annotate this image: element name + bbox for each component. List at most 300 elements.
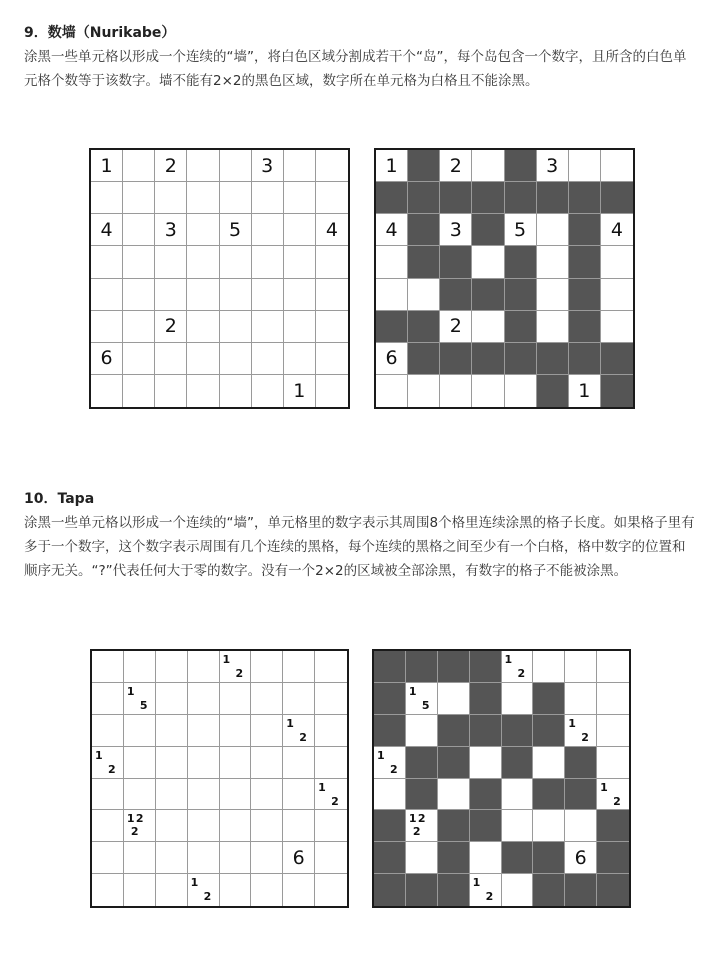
white-cell <box>502 779 534 811</box>
white-cell <box>220 311 252 343</box>
white-cell <box>406 715 438 747</box>
white-cell <box>92 810 124 842</box>
white-cell <box>316 214 348 246</box>
white-cell <box>406 683 438 715</box>
white-cell <box>537 214 569 246</box>
tapa-puzzle-grid <box>90 649 349 908</box>
white-cell <box>91 375 123 407</box>
white-cell <box>155 150 187 182</box>
white-cell <box>155 375 187 407</box>
white-cell <box>597 651 629 683</box>
white-cell <box>502 683 534 715</box>
black-cell <box>472 343 504 375</box>
black-cell <box>505 150 537 182</box>
white-cell <box>252 375 284 407</box>
white-cell <box>188 651 220 683</box>
white-cell <box>316 279 348 311</box>
white-cell <box>187 311 219 343</box>
white-cell <box>155 182 187 214</box>
black-cell <box>472 279 504 311</box>
white-cell <box>252 246 284 278</box>
clue-number: 6 <box>385 347 398 370</box>
black-cell <box>537 375 569 407</box>
black-cell <box>376 182 408 214</box>
white-cell <box>470 842 502 874</box>
white-cell <box>316 246 348 278</box>
black-cell <box>502 842 534 874</box>
clue-number: 2 <box>485 890 494 904</box>
white-cell <box>569 150 601 182</box>
white-cell <box>376 279 408 311</box>
white-cell <box>537 150 569 182</box>
clue-number: 3 <box>546 154 559 177</box>
white-cell <box>283 715 315 747</box>
white-cell <box>220 214 252 246</box>
clue-number: 1 <box>385 154 398 177</box>
white-cell <box>91 150 123 182</box>
white-cell <box>315 842 347 874</box>
white-cell <box>187 375 219 407</box>
black-cell <box>537 182 569 214</box>
white-cell <box>597 683 629 715</box>
white-cell <box>601 246 633 278</box>
white-cell <box>252 279 284 311</box>
black-cell <box>472 182 504 214</box>
white-cell <box>406 810 438 842</box>
clue-number: 1 <box>100 154 113 177</box>
white-cell <box>187 246 219 278</box>
white-cell <box>283 842 315 874</box>
white-cell <box>187 214 219 246</box>
white-cell <box>283 874 315 906</box>
white-cell <box>155 246 187 278</box>
white-cell <box>597 747 629 779</box>
white-cell <box>92 842 124 874</box>
white-cell <box>188 874 220 906</box>
white-cell <box>251 715 283 747</box>
white-cell <box>220 182 252 214</box>
clue-number: 1 <box>293 379 306 402</box>
white-cell <box>251 842 283 874</box>
white-cell <box>251 874 283 906</box>
white-cell <box>156 683 188 715</box>
white-cell <box>505 214 537 246</box>
white-cell <box>472 311 504 343</box>
clue-number: 2 <box>135 812 144 826</box>
white-cell <box>601 311 633 343</box>
white-cell <box>252 311 284 343</box>
clue-number: 2 <box>108 762 116 776</box>
white-cell <box>537 279 569 311</box>
black-cell <box>374 810 406 842</box>
white-cell <box>283 779 315 811</box>
tapa-heading: 10．Tapa <box>24 491 95 507</box>
white-cell <box>315 810 347 842</box>
clue-number: 6 <box>100 347 113 370</box>
black-cell <box>569 279 601 311</box>
white-cell <box>124 810 156 842</box>
black-cell <box>569 182 601 214</box>
white-cell <box>316 182 348 214</box>
black-cell <box>440 182 472 214</box>
clue-number: 1 <box>126 812 135 826</box>
tapa-solution-grid <box>372 649 631 908</box>
white-cell <box>537 311 569 343</box>
white-cell <box>156 715 188 747</box>
white-cell <box>123 182 155 214</box>
white-cell <box>315 651 347 683</box>
black-cell <box>408 150 440 182</box>
white-cell <box>376 375 408 407</box>
white-cell <box>440 150 472 182</box>
white-cell <box>156 874 188 906</box>
clue-number: 1 <box>600 780 608 794</box>
white-cell <box>251 683 283 715</box>
clue-number: 1 <box>222 653 231 666</box>
white-cell <box>284 246 316 278</box>
clue-number: 6 <box>292 846 305 869</box>
white-cell <box>220 874 252 906</box>
clue-number: 1 <box>190 876 199 890</box>
black-cell <box>408 343 440 375</box>
clue-number: 4 <box>385 218 398 241</box>
white-cell <box>565 810 597 842</box>
clue-number: 1 <box>126 684 135 698</box>
white-cell <box>505 375 537 407</box>
clue-number: 2 <box>235 667 244 680</box>
white-cell <box>123 375 155 407</box>
white-cell <box>123 246 155 278</box>
black-cell <box>505 246 537 278</box>
clue-number: 5 <box>514 218 527 241</box>
black-cell <box>408 311 440 343</box>
black-cell <box>374 683 406 715</box>
white-cell <box>283 683 315 715</box>
white-cell <box>220 779 252 811</box>
white-cell <box>123 343 155 375</box>
black-cell <box>408 182 440 214</box>
white-cell <box>220 150 252 182</box>
white-cell <box>123 311 155 343</box>
clue-number: 1 <box>408 812 417 826</box>
clue-number: 2 <box>449 154 462 177</box>
clue-number: 5 <box>139 698 148 712</box>
white-cell <box>92 779 124 811</box>
clue-number: 2 <box>449 315 462 338</box>
black-cell <box>601 375 633 407</box>
white-cell <box>601 279 633 311</box>
white-cell <box>124 715 156 747</box>
black-cell <box>569 246 601 278</box>
clue-number: 4 <box>100 218 113 241</box>
white-cell <box>565 842 597 874</box>
black-cell <box>438 842 470 874</box>
white-cell <box>155 279 187 311</box>
white-cell <box>565 651 597 683</box>
black-cell <box>533 874 565 906</box>
clue-number: 2 <box>412 825 421 839</box>
white-cell <box>565 715 597 747</box>
white-cell <box>284 150 316 182</box>
white-cell <box>187 150 219 182</box>
white-cell <box>597 715 629 747</box>
black-cell <box>470 715 502 747</box>
black-cell <box>406 874 438 906</box>
white-cell <box>92 874 124 906</box>
white-cell <box>124 874 156 906</box>
white-cell <box>91 182 123 214</box>
black-cell <box>376 311 408 343</box>
black-cell <box>505 182 537 214</box>
clue-number: 2 <box>203 890 212 904</box>
white-cell <box>155 214 187 246</box>
white-cell <box>188 842 220 874</box>
white-cell <box>220 343 252 375</box>
black-cell <box>470 651 502 683</box>
white-cell <box>569 375 601 407</box>
black-cell <box>440 246 472 278</box>
white-cell <box>376 214 408 246</box>
black-cell <box>569 311 601 343</box>
white-cell <box>156 842 188 874</box>
white-cell <box>470 747 502 779</box>
white-cell <box>316 343 348 375</box>
black-cell <box>569 214 601 246</box>
white-cell <box>284 343 316 375</box>
clue-number: 2 <box>390 762 398 776</box>
black-cell <box>505 311 537 343</box>
white-cell <box>124 683 156 715</box>
white-cell <box>408 279 440 311</box>
white-cell <box>252 343 284 375</box>
white-cell <box>472 375 504 407</box>
black-cell <box>569 343 601 375</box>
clue-number: 5 <box>421 698 430 712</box>
black-cell <box>533 842 565 874</box>
white-cell <box>470 874 502 906</box>
white-cell <box>124 651 156 683</box>
white-cell <box>597 779 629 811</box>
white-cell <box>284 214 316 246</box>
white-cell <box>251 810 283 842</box>
white-cell <box>601 150 633 182</box>
white-cell <box>472 246 504 278</box>
clue-number: 1 <box>578 379 591 402</box>
white-cell <box>316 375 348 407</box>
white-cell <box>220 375 252 407</box>
white-cell <box>220 279 252 311</box>
white-cell <box>188 779 220 811</box>
white-cell <box>374 747 406 779</box>
nurikabe-description: 涂黑一些单元格以形成一个连续的“墙”，将白色区域分割成若干个“岛”，每个岛包含一个数字，且所含的白色单元格个数等于该数字。墙不能有2×2的黑色区域，数字所在单元格为白格且不能涂黑。 <box>24 49 687 89</box>
white-cell <box>220 747 252 779</box>
white-cell <box>440 375 472 407</box>
white-cell <box>537 246 569 278</box>
white-cell <box>252 182 284 214</box>
white-cell <box>187 182 219 214</box>
white-cell <box>283 810 315 842</box>
clue-number: 3 <box>164 218 177 241</box>
white-cell <box>188 810 220 842</box>
black-cell <box>597 874 629 906</box>
black-cell <box>470 810 502 842</box>
white-cell <box>220 842 252 874</box>
white-cell <box>156 747 188 779</box>
white-cell <box>315 874 347 906</box>
white-cell <box>91 246 123 278</box>
white-cell <box>252 150 284 182</box>
clue-number: 2 <box>613 794 621 808</box>
black-cell <box>438 810 470 842</box>
white-cell <box>315 715 347 747</box>
white-cell <box>124 842 156 874</box>
clue-number: 4 <box>610 218 623 241</box>
clue-number: 5 <box>229 218 242 241</box>
white-cell <box>315 683 347 715</box>
white-cell <box>251 779 283 811</box>
white-cell <box>220 246 252 278</box>
white-cell <box>220 715 252 747</box>
white-cell <box>284 375 316 407</box>
white-cell <box>156 651 188 683</box>
clue-number: 2 <box>130 825 139 839</box>
black-cell <box>533 779 565 811</box>
clue-number: 1 <box>408 684 417 698</box>
black-cell <box>470 683 502 715</box>
black-cell <box>502 747 534 779</box>
black-cell <box>438 747 470 779</box>
white-cell <box>123 214 155 246</box>
white-cell <box>188 683 220 715</box>
nurikabe-heading: 9．数墙（Nurikabe） <box>24 25 176 41</box>
white-cell <box>440 311 472 343</box>
white-cell <box>123 279 155 311</box>
white-cell <box>502 651 534 683</box>
clue-number: 2 <box>331 794 339 808</box>
white-cell <box>187 279 219 311</box>
white-cell <box>251 651 283 683</box>
white-cell <box>315 779 347 811</box>
white-cell <box>533 651 565 683</box>
black-cell <box>472 214 504 246</box>
black-cell <box>533 683 565 715</box>
black-cell <box>601 182 633 214</box>
white-cell <box>156 810 188 842</box>
black-cell <box>505 279 537 311</box>
black-cell <box>408 214 440 246</box>
black-cell <box>440 279 472 311</box>
white-cell <box>533 747 565 779</box>
clue-number: 1 <box>568 716 576 730</box>
white-cell <box>601 214 633 246</box>
white-cell <box>92 715 124 747</box>
white-cell <box>220 651 252 683</box>
white-cell <box>374 779 406 811</box>
white-cell <box>472 150 504 182</box>
white-cell <box>316 311 348 343</box>
white-cell <box>376 150 408 182</box>
white-cell <box>251 747 283 779</box>
clue-number: 6 <box>574 846 587 869</box>
nurikabe-puzzle-grid <box>89 148 350 409</box>
clue-number: 1 <box>95 748 103 762</box>
black-cell <box>406 779 438 811</box>
clue-number: 1 <box>318 780 326 794</box>
clue-number: 2 <box>517 667 526 680</box>
black-cell <box>406 651 438 683</box>
clue-number: 4 <box>325 218 338 241</box>
black-cell <box>597 842 629 874</box>
white-cell <box>124 779 156 811</box>
clue-number: 1 <box>377 748 385 762</box>
black-cell <box>537 343 569 375</box>
black-cell <box>565 747 597 779</box>
black-cell <box>374 715 406 747</box>
clue-number: 3 <box>449 218 462 241</box>
white-cell <box>156 779 188 811</box>
white-cell <box>187 343 219 375</box>
white-cell <box>408 375 440 407</box>
white-cell <box>124 747 156 779</box>
white-cell <box>284 279 316 311</box>
white-cell <box>502 874 534 906</box>
white-cell <box>315 747 347 779</box>
white-cell <box>188 715 220 747</box>
clue-number: 1 <box>472 876 481 890</box>
white-cell <box>316 150 348 182</box>
white-cell <box>565 683 597 715</box>
black-cell <box>374 651 406 683</box>
white-cell <box>283 651 315 683</box>
white-cell <box>92 651 124 683</box>
white-cell <box>91 214 123 246</box>
white-cell <box>91 279 123 311</box>
white-cell <box>283 747 315 779</box>
clue-number: 1 <box>286 716 294 730</box>
white-cell <box>533 810 565 842</box>
black-cell <box>470 779 502 811</box>
white-cell <box>91 311 123 343</box>
white-cell <box>376 343 408 375</box>
black-cell <box>406 747 438 779</box>
white-cell <box>502 810 534 842</box>
clue-number: 3 <box>261 154 274 177</box>
white-cell <box>438 683 470 715</box>
white-cell <box>284 182 316 214</box>
nurikabe-solution-grid <box>374 148 635 409</box>
white-cell <box>284 311 316 343</box>
white-cell <box>438 779 470 811</box>
black-cell <box>502 715 534 747</box>
clue-number: 2 <box>299 730 307 744</box>
white-cell <box>440 214 472 246</box>
white-cell <box>155 311 187 343</box>
white-cell <box>188 747 220 779</box>
black-cell <box>438 651 470 683</box>
black-cell <box>597 810 629 842</box>
white-cell <box>123 150 155 182</box>
clue-number: 2 <box>417 812 426 826</box>
clue-number: 2 <box>581 730 589 744</box>
white-cell <box>406 842 438 874</box>
black-cell <box>408 246 440 278</box>
white-cell <box>252 214 284 246</box>
tapa-description: 涂黑一些单元格以形成一个连续的“墙”，单元格里的数字表示其周围8个格里连续涂黑的格子长度。如果格子里有多于一个数字，这个数字表示周围有几个连续的黑格，每个连续的黑格之间至少有一个白格，格中数字的位置和顺序无关。“?”代表任何大于零的数字。没有一个2×2的区域被全部涂黑，有数字的格子不能被涂黑。 <box>24 515 695 579</box>
white-cell <box>220 683 252 715</box>
black-cell <box>565 874 597 906</box>
white-cell <box>92 683 124 715</box>
clue-number: 2 <box>164 154 177 177</box>
